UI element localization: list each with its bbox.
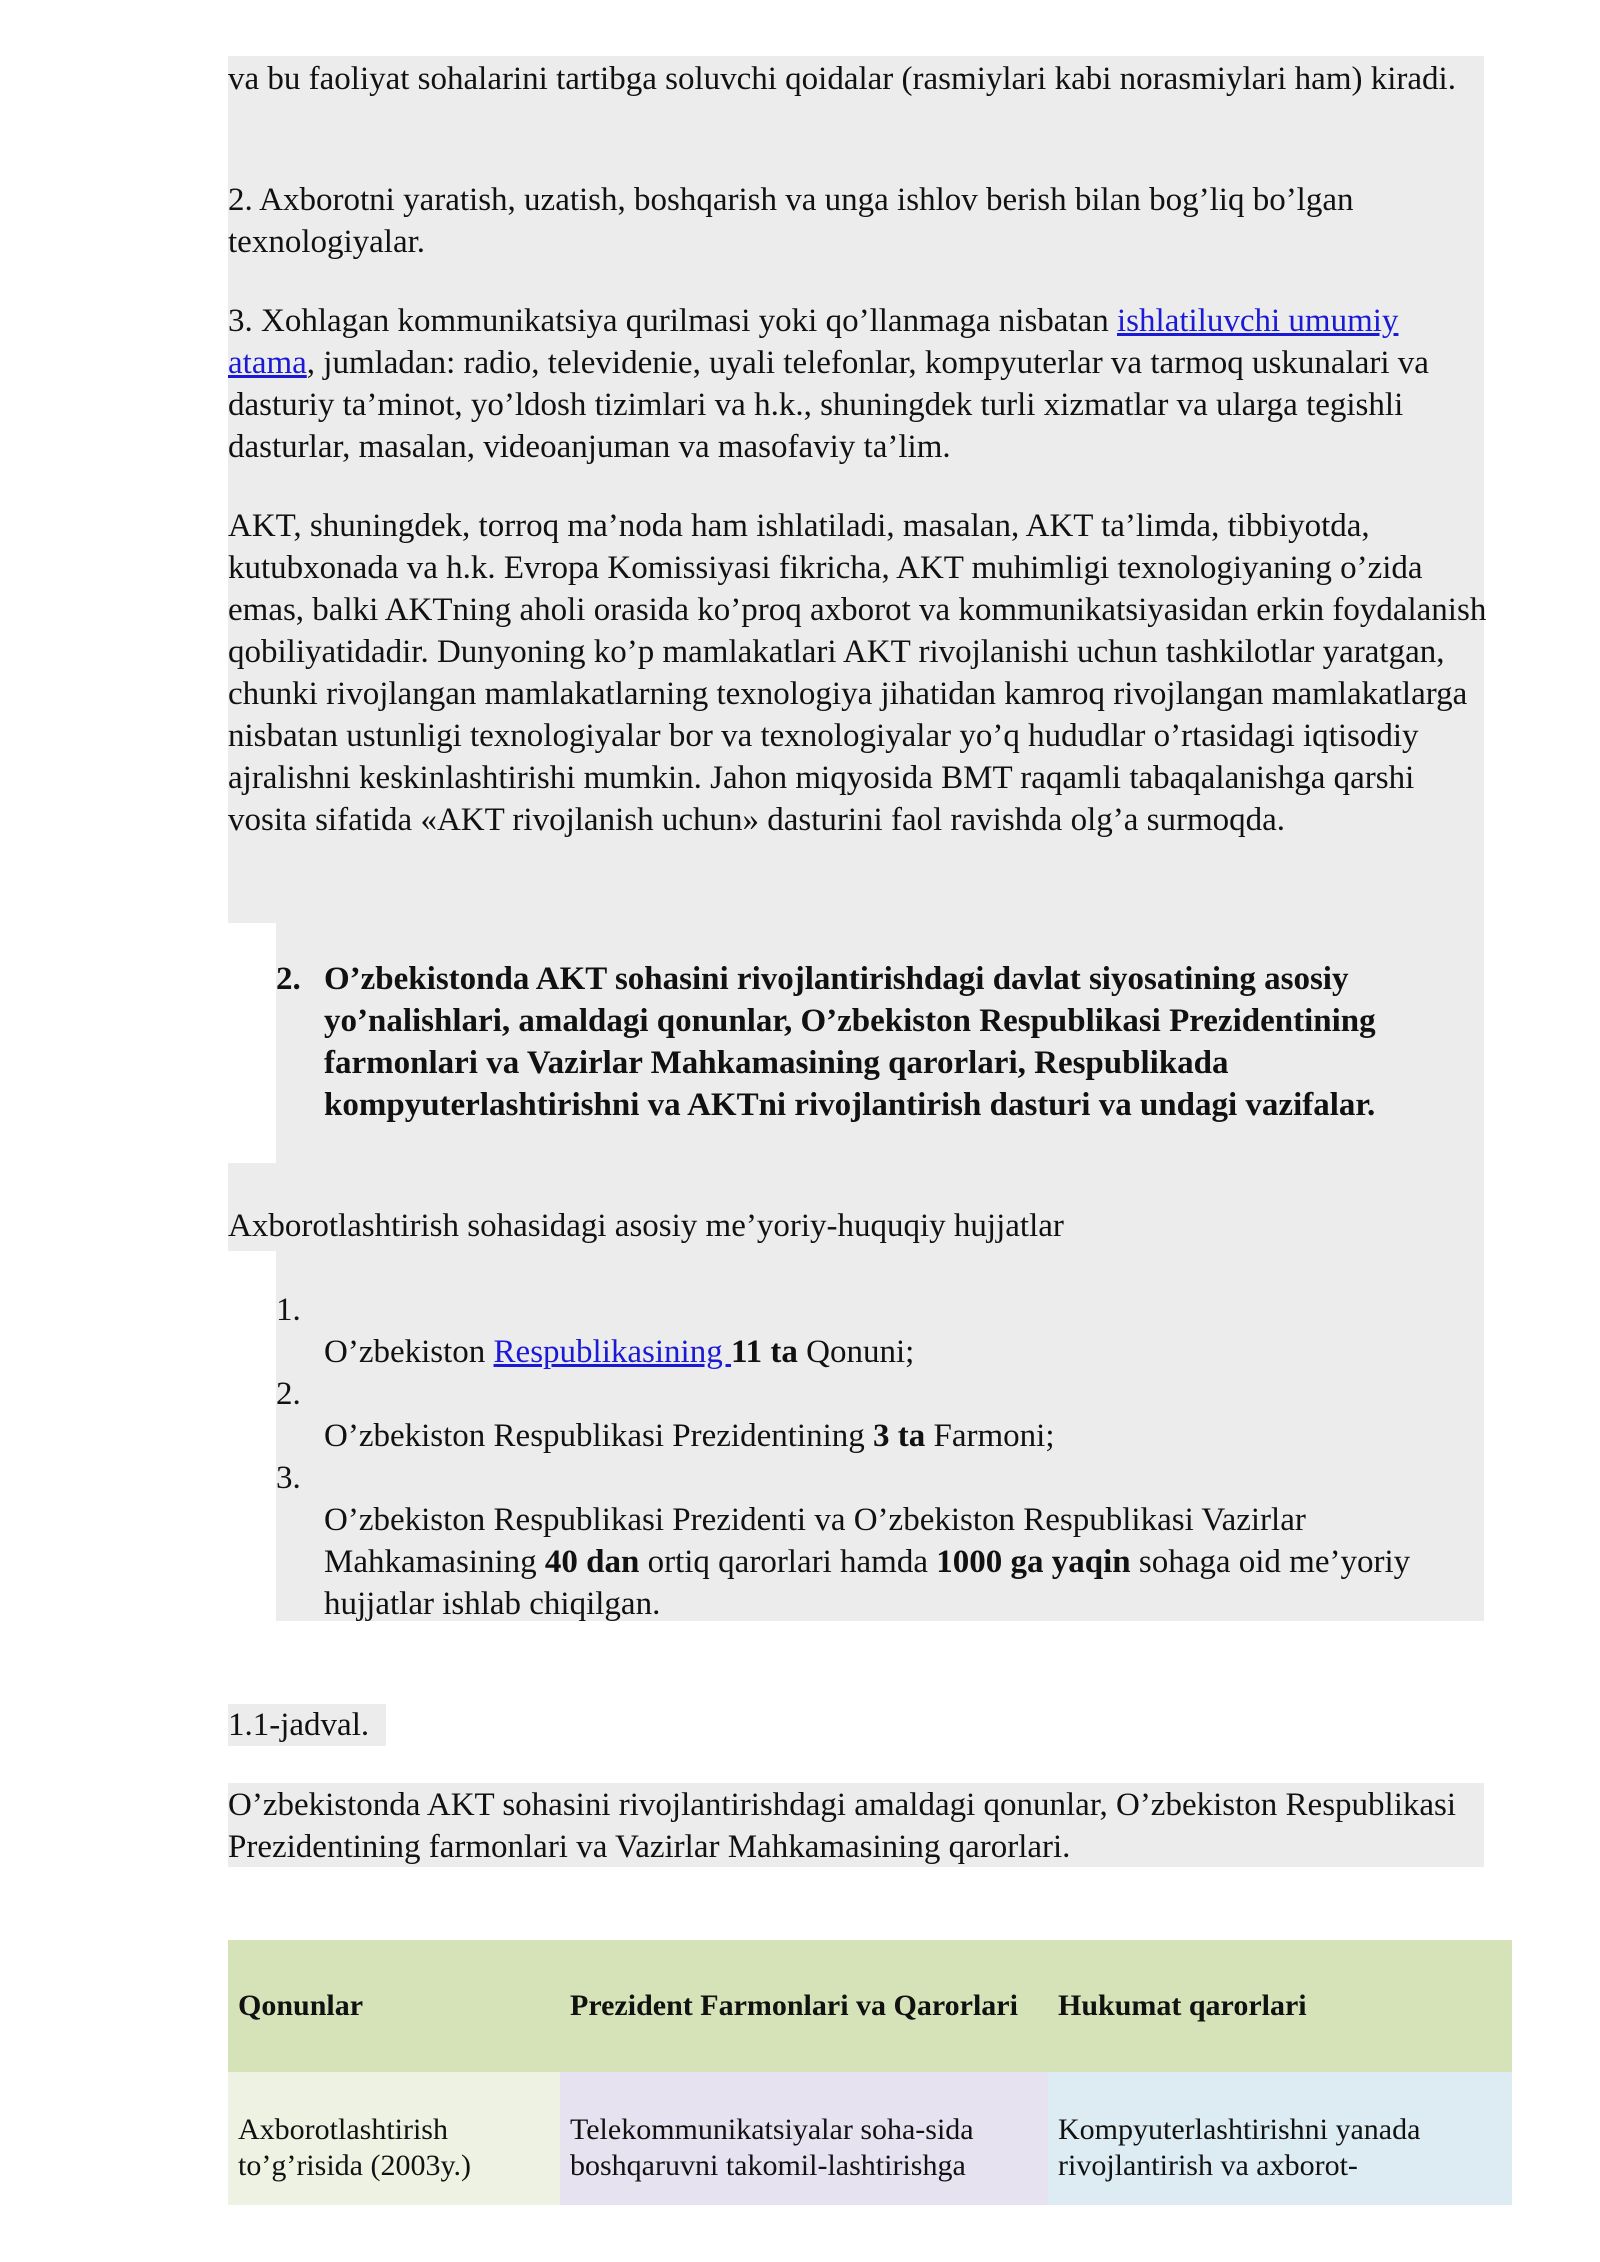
list-item [324, 1499, 1454, 1625]
list-number: 3. [276, 1460, 301, 1496]
docs-intro: Axborotlashtirish sohasidagi asosiy me’yoriy-huquqiy hujjatlar [228, 1208, 1064, 1244]
paragraph: AKT, shuningdek, torroq ma’noda ham ishlatiladi, masalan, AKT ta’limda, tibbiyotda, kutubxonada va h.k. Evropa Komissiyasi fikricha, AKT muhimligi texnologiyaning o’zida emas, balki AKTning aholi orasida ko’proq axborot va kommunikatsiyasidan erkin foydalanish qobiliyatidadir. Dunyoning ko’p mamlakatlari AKT rivojlanishi uchun tashkilotlar yaratgan, chunki rivojlangan mamlakatlarning texnologiya jihatidan kamroq rivojlangan mamlakatlarga nisbatan ustunligi texnologiyalar bor va texnologiyalar yo’q hududlar o’rtasidagi iqtisodiy ajralishni keskinlashtirishi mumkin. Jahon miqyosida BMT raqamli tabaqalanishga qarshi vosita sifatida «AKT rivojlanish uchun» dasturini faol ravishda olg’a surmoqda. [228, 508, 1487, 838]
table-header-cell: Qonunlar [238, 1989, 364, 2022]
list-text: O’zbekiston Respublikasi Prezidenti va O’zbekiston Respublikasi Vazirlar Mahkamasining [324, 1502, 1306, 1580]
list-number: 2. [276, 1376, 301, 1412]
list-bold: 3 ta [873, 1418, 926, 1454]
table-caption: 1.1-jadval. [228, 1707, 370, 1743]
list-text: O’zbekiston Respublikasi Prezidentining [324, 1418, 873, 1454]
list-text: Qonuni; [797, 1334, 915, 1370]
list-text: sohaga oid me’yoriy hujjatlar ishlab chiqilgan. [324, 1544, 1411, 1622]
table-cell: Kompyuterlashtirishni yanada rivojlantirish va axborot- [1048, 2072, 1512, 2205]
list-item [324, 1415, 1484, 1457]
list-bold: 40 dan [544, 1544, 640, 1580]
section-number: 2. [276, 961, 301, 997]
republic-link[interactable]: Respublikasining [493, 1334, 731, 1370]
paragraph-text: , jumladan: radio, televidenie, uyali telefonlar, kompyuterlar va tarmoq uskunalari va dasturiy ta’minot, yo’ldosh tizimlari va h.k., shuningdek turli xizmatlar va ularga tegishli dasturlar, masalan, videoanjuman va masofaviy ta’lim. [228, 345, 1429, 465]
section-heading: O’zbekistonda AKT sohasini rivojlantirishdagi davlat siyosatining asosiy yo’nalishlari, amaldagi qonunlar, O’zbekiston Respublikasi Prezidentining farmonlari va Vazirlar Mahkamasining qarorlari, Respublikada kompyuterlashtirishni va AKTni rivojlantirish dasturi va undagi vazifalar. [324, 961, 1376, 1123]
term-link[interactable]: ishlatiluvchi umumiy atama [228, 303, 1399, 381]
paragraph [228, 300, 1488, 468]
table-cell: Axborotlashtirish to’g’risida (2003y.) [228, 2072, 560, 2205]
paragraph: 2. Axborotni yaratish, uzatish, boshqarish va unga ishlov berish bilan bog’liq bo’lgan texnologiyalar. [228, 182, 1354, 260]
table-header-cell: Hukumat qarorlari [1058, 1989, 1307, 2022]
laws-table [228, 1940, 1512, 2205]
table-title: O’zbekistonda AKT sohasini rivojlantirishdagi amaldagi qonunlar, O’zbekiston Respublikasi Prezidentining farmonlari va Vazirlar Mahkamasining qarorlari. [228, 1787, 1457, 1865]
table-cell: Telekommunikatsiyalar soha-sida boshqaruvni takomil-lashtirishga [560, 2072, 1048, 2205]
table-header-cell: Prezident Farmonlari va Qarorlari [570, 1989, 1018, 2022]
list-item [324, 1331, 1484, 1373]
list-bold: 1000 ga yaqin [936, 1544, 1131, 1580]
paragraph: va bu faoliyat sohalarini tartibga soluvchi qoidalar (rasmiylari kabi norasmiylari ham) kiradi. [228, 61, 1456, 97]
list-text: ortiq qarorlari hamda [639, 1544, 937, 1580]
list-bold: 11 ta [730, 1334, 798, 1370]
paragraph-text: 3. Xohlagan kommunikatsiya qurilmasi yoki qo’llanmaga nisbatan [228, 303, 1118, 339]
list-text: O’zbekiston [324, 1334, 494, 1370]
list-number: 1. [276, 1292, 301, 1328]
list-text: Farmoni; [925, 1418, 1055, 1454]
